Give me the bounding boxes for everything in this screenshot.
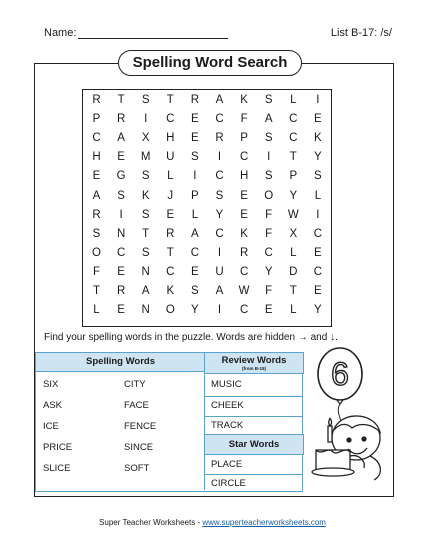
- star-word: CIRCLE: [211, 478, 246, 489]
- word-search-grid: [82, 89, 332, 327]
- grid-letter: J: [167, 189, 174, 202]
- grid-letter: C: [166, 113, 175, 126]
- grid-letter: Y: [191, 304, 199, 317]
- spelling-word: SINCE: [124, 442, 154, 453]
- grid-letter: S: [264, 94, 273, 106]
- table-divider: [204, 353, 205, 490]
- grid-letter: C: [215, 227, 224, 240]
- grid-letter: E: [240, 189, 248, 202]
- spelling-word: SIX: [43, 379, 59, 390]
- grid-letter: E: [191, 132, 199, 145]
- grid-letter: C: [313, 227, 323, 240]
- grid-letter: P: [289, 170, 298, 183]
- grid-letter: F: [265, 227, 273, 240]
- grid-letter: E: [240, 208, 248, 221]
- row-divider: [204, 474, 302, 475]
- grid-letter: N: [141, 265, 150, 278]
- grid-letter: T: [289, 285, 297, 297]
- spelling-word: FENCE: [124, 421, 157, 432]
- review-word: TRACK: [211, 420, 244, 431]
- grid-letter: C: [239, 151, 249, 164]
- grid-letter: W: [238, 285, 250, 297]
- grid-letter: E: [314, 113, 322, 126]
- grid-letter: S: [141, 170, 150, 183]
- grid-letter: R: [239, 246, 249, 259]
- grid-letter: E: [314, 246, 322, 259]
- grid-letter: S: [191, 285, 199, 297]
- list-label: List B-17: /s/: [330, 27, 392, 39]
- grid-letter: A: [215, 94, 224, 106]
- grid-letter: E: [117, 265, 125, 278]
- grid-letter: C: [289, 132, 298, 145]
- birthday-clipart: [304, 342, 394, 492]
- grid-letter: G: [116, 170, 126, 183]
- grid-letter: I: [119, 208, 123, 221]
- grid-row: [83, 187, 331, 206]
- grid-letter: E: [191, 265, 199, 278]
- spelling-word: SOFT: [124, 463, 150, 474]
- grid-letter: K: [240, 227, 248, 240]
- grid-letter: M: [140, 151, 151, 164]
- page-title: Spelling Word Search: [118, 50, 302, 76]
- grid-letter: A: [92, 189, 101, 202]
- grid-letter: E: [117, 151, 125, 164]
- grid-letter: Y: [264, 265, 273, 278]
- grid-row: [83, 263, 331, 282]
- grid-letter: A: [141, 285, 150, 297]
- grid-letter: E: [191, 113, 199, 126]
- grid-row: [83, 110, 331, 129]
- grid-letter: P: [240, 132, 248, 145]
- grid-letter: D: [289, 265, 298, 278]
- row-divider: [204, 416, 302, 417]
- grid-letter: C: [264, 246, 273, 259]
- grid-letter: I: [316, 94, 320, 106]
- review-words-header: [204, 352, 304, 374]
- grid-letter: Y: [215, 208, 224, 221]
- grid-letter: Y: [289, 189, 298, 202]
- grid-row: [83, 129, 331, 148]
- grid-letter: S: [141, 246, 150, 259]
- grid-letter: T: [289, 151, 297, 164]
- grid-letter: F: [92, 265, 101, 278]
- grid-letter: L: [191, 208, 199, 221]
- grid-letter: S: [117, 189, 125, 202]
- grid-letter: S: [215, 189, 224, 202]
- grid-letter: X: [141, 132, 150, 145]
- spelling-word: ICE: [43, 421, 59, 432]
- grid-letter: K: [141, 189, 150, 202]
- spelling-word: SLICE: [43, 463, 71, 474]
- grid-letter: T: [166, 94, 174, 106]
- grid-letter: E: [264, 304, 273, 317]
- grid-letter: E: [92, 170, 101, 183]
- grid-letter: C: [166, 265, 175, 278]
- grid-letter: C: [215, 170, 224, 183]
- star-words-header: Star Words: [204, 434, 304, 455]
- grid-letter: L: [290, 94, 297, 106]
- grid-letter: E: [314, 285, 322, 297]
- svg-text:6: 6: [331, 356, 349, 392]
- grid-letter: O: [165, 304, 175, 317]
- grid-letter: T: [166, 246, 174, 259]
- grid-letter: H: [166, 132, 175, 145]
- grid-letter: E: [166, 208, 175, 221]
- grid-letter: R: [166, 227, 175, 240]
- review-word: CHEEK: [211, 400, 244, 411]
- star-word: PLACE: [211, 459, 243, 470]
- grid-letter: N: [116, 227, 126, 240]
- grid-letter: S: [141, 208, 150, 221]
- grid-letter: N: [141, 304, 150, 317]
- spelling-word: FACE: [124, 400, 149, 411]
- grid-letter: C: [190, 246, 200, 259]
- review-words-source: (from B-15): [241, 366, 266, 371]
- grid-letter: R: [215, 132, 224, 145]
- grid-letter: W: [287, 208, 299, 221]
- grid-letter: K: [166, 285, 175, 297]
- review-words-title: Review Words: [221, 355, 287, 366]
- grid-letter: K: [240, 94, 248, 106]
- grid-letter: C: [215, 113, 224, 126]
- grid-letter: P: [92, 113, 101, 126]
- grid-letter: F: [265, 285, 273, 297]
- grid-row: [83, 225, 331, 244]
- grid-letter: H: [239, 170, 249, 183]
- row-divider: [204, 396, 302, 397]
- grid-letter: R: [116, 285, 126, 297]
- grid-letter: C: [313, 265, 323, 278]
- spelling-words-header: Spelling Words: [35, 352, 206, 372]
- spelling-word: CITY: [124, 379, 146, 390]
- grid-letter: L: [167, 170, 174, 183]
- footer: [0, 518, 425, 527]
- grid-letter: T: [92, 285, 101, 297]
- grid-letter: A: [191, 227, 199, 240]
- grid-letter: I: [267, 151, 271, 164]
- grid-row: [83, 301, 331, 320]
- grid-letter: E: [117, 304, 125, 317]
- grid-letter: R: [92, 208, 101, 221]
- grid-letter: X: [289, 227, 298, 240]
- footer-link[interactable]: www.superteacherworksheets.com: [202, 518, 326, 527]
- grid-letter: I: [217, 246, 222, 259]
- grid-letter: L: [290, 304, 297, 317]
- name-line[interactable]: [78, 38, 228, 39]
- name-label: Name:: [44, 27, 77, 39]
- grid-letter: F: [265, 208, 273, 221]
- grid-letter: Y: [314, 151, 322, 164]
- grid-letter: T: [117, 94, 125, 106]
- grid-row: [83, 282, 331, 301]
- boy-with-cake-icon: [312, 416, 380, 480]
- grid-letter: I: [217, 151, 222, 164]
- grid-letter: C: [239, 265, 249, 278]
- review-word: MUSIC: [211, 379, 242, 390]
- grid-letter: C: [116, 246, 126, 259]
- grid-letter: O: [264, 189, 274, 202]
- grid-letter: K: [314, 132, 322, 145]
- grid-row: [83, 244, 331, 263]
- grid-letter: S: [92, 227, 101, 240]
- grid-letter: U: [215, 265, 224, 278]
- grid-letter: H: [92, 151, 101, 164]
- grid-letter: L: [93, 304, 100, 317]
- footer-text: Super Teacher Worksheets -: [99, 518, 203, 527]
- instructions: Find your spelling words in the puzzle. Words are hidden → and ↓.: [44, 332, 338, 343]
- grid-letter: L: [290, 246, 297, 259]
- grid-letter: S: [264, 132, 273, 145]
- grid-letter: R: [92, 94, 101, 106]
- grid-letter: S: [141, 94, 150, 106]
- grid-letter: A: [264, 113, 273, 126]
- grid-letter: C: [92, 132, 101, 145]
- grid-letter: C: [289, 113, 298, 126]
- grid-letter: I: [193, 170, 197, 183]
- grid-letter: Y: [314, 304, 322, 317]
- grid-letter: A: [117, 132, 125, 145]
- grid-letter: I: [217, 304, 222, 317]
- grid-letter: O: [92, 246, 101, 259]
- grid-letter: P: [191, 189, 199, 202]
- grid-letter: F: [240, 113, 248, 126]
- grid-letter: T: [142, 227, 150, 240]
- grid-row: [83, 167, 331, 186]
- grid-letter: S: [264, 170, 273, 183]
- grid-row: [83, 148, 331, 167]
- spelling-word: PRICE: [43, 442, 73, 453]
- grid-row: [83, 206, 331, 225]
- grid-letter: I: [144, 113, 148, 126]
- grid-letter: U: [166, 151, 175, 164]
- grid-letter: S: [191, 151, 199, 164]
- grid-letter: C: [239, 304, 249, 317]
- grid-letter: S: [314, 170, 322, 183]
- word-table: [35, 352, 303, 492]
- grid-letter: R: [116, 113, 126, 126]
- spelling-word: ASK: [43, 400, 63, 411]
- grid-row: [83, 91, 331, 110]
- grid-letter: L: [314, 189, 322, 202]
- grid-letter: A: [215, 285, 224, 297]
- grid-letter: I: [316, 208, 320, 221]
- grid-letter: R: [190, 94, 200, 106]
